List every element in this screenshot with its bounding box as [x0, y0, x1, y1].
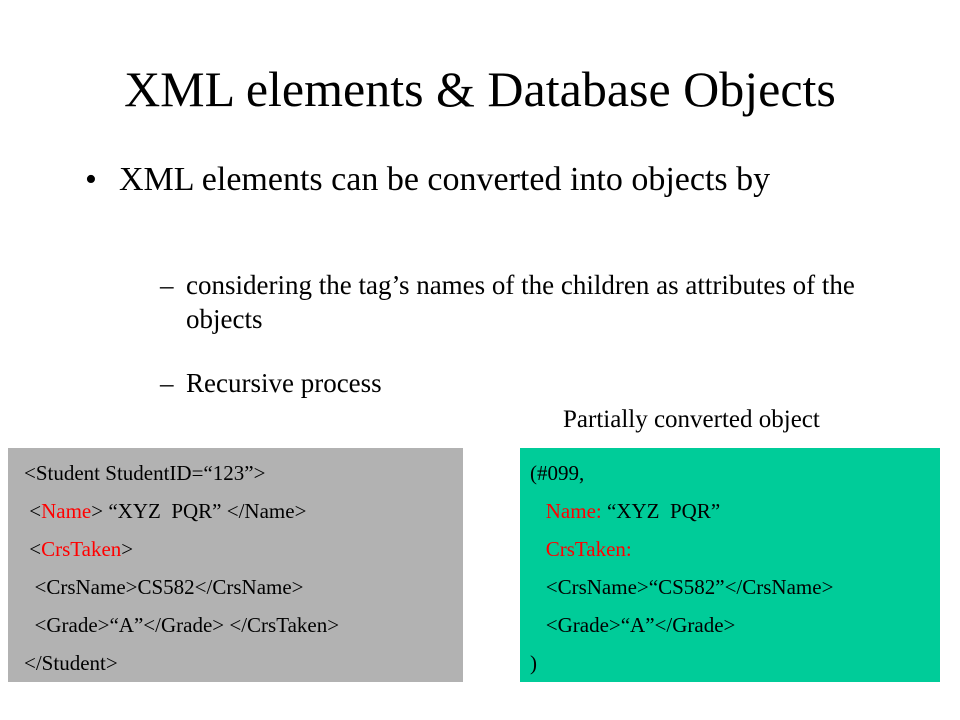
sub-item-recursive	[160, 366, 880, 400]
xml-line-student-close: </Student>	[24, 651, 118, 675]
xml-line-crsname: <CrsName>CS582</CrsName>	[24, 575, 304, 599]
xml-tag-crstaken-highlight: CrsTaken	[41, 537, 122, 561]
xml-source-box	[8, 448, 463, 682]
sub-item-attributes	[160, 268, 880, 336]
object-line-name	[530, 492, 940, 530]
xml-tag-name-highlight: Name	[41, 499, 92, 523]
sub-item-marker: –	[160, 368, 174, 398]
bullet-marker: •	[85, 161, 97, 198]
sub-item-marker: –	[160, 270, 174, 300]
sub-item-text: considering the tag’s names of the children as attributes of the objects	[186, 270, 855, 334]
converted-object-caption: Partially converted object	[563, 406, 820, 433]
xml-line-crstaken-open	[24, 530, 463, 568]
xml-line-grade: <Grade>“A”</Grade> </CrsTaken>	[24, 613, 340, 637]
sub-item-text: Recursive process	[186, 368, 382, 398]
object-text: <Grade>“A”</Grade>	[545, 613, 736, 637]
main-bullet	[85, 160, 845, 200]
xml-text: >	[121, 537, 134, 561]
object-line-crstaken	[530, 530, 940, 568]
xml-line-student-open: <Student StudentID=“123”>	[24, 461, 266, 485]
xml-text: > “XYZ PQR” </Name>	[91, 499, 307, 523]
object-attr-value: “XYZ PQR”	[601, 499, 721, 523]
xml-text: <	[24, 537, 42, 561]
xml-line-name	[24, 492, 463, 530]
slide-title: XML elements & Database Objects	[124, 61, 836, 117]
object-line-id: (#099,	[530, 461, 585, 485]
object-line-crsname	[530, 568, 940, 606]
bullet-text: XML elements can be converted into objects by	[119, 161, 771, 198]
object-attr-name: Name:	[545, 499, 602, 523]
object-line-close: )	[530, 651, 537, 675]
object-box	[520, 448, 940, 682]
xml-text: <	[24, 499, 42, 523]
object-attr-crstaken: CrsTaken:	[545, 537, 632, 561]
object-line-grade	[530, 606, 940, 644]
object-text: <CrsName>“CS582”</CrsName>	[545, 575, 834, 599]
